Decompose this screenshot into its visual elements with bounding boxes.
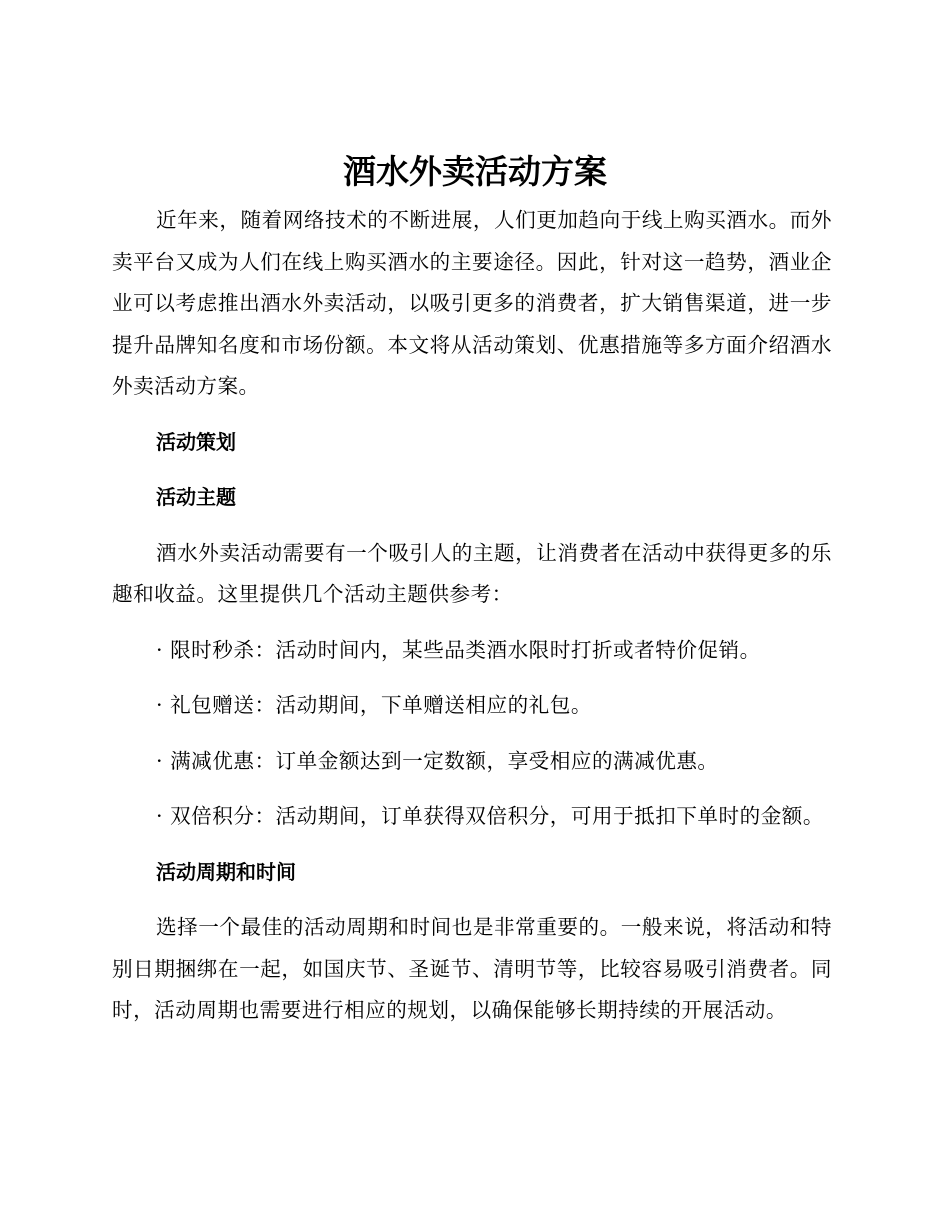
- bullet-item-discount: · 满减优惠：订单金额达到一定数额，享受相应的满减优惠。: [156, 748, 719, 773]
- theme-paragraph: 酒水外卖活动需要有一个吸引人的主题，让消费者在活动中获得更多的乐趣和收益。这里提供几个活动主题供参考：: [112, 540, 832, 606]
- bullet-item-gift-pack: · 礼包赠送：活动期间，下单赠送相应的礼包。: [156, 693, 592, 717]
- document-title: 酒水外卖活动方案: [343, 152, 607, 191]
- subsection-heading-theme: 活动主题: [156, 485, 236, 509]
- subsection-heading-period: 活动周期和时间: [156, 859, 296, 884]
- bullet-item-flash-sale: · 限时秒杀：活动时间内，某些品类酒水限时打折或者特价促销。: [156, 637, 761, 662]
- section-heading-planning: 活动策划: [156, 429, 236, 454]
- intro-paragraph: 近年来，随着网络技术的不断进展，人们更加趋向于线上购买酒水。而外卖平台又成为人们在线上购买酒水的主要途径。因此，针对这一趋势，酒业企业可以考虑推出酒水外卖活动，以吸引更多的消费者，扩大销售渠道，进一步提升品牌知名度和市场份额。本文将从活动策划、优惠措施等多方面介绍酒水外卖活动方案。: [112, 208, 832, 398]
- bullet-item-double-points: · 双倍积分：活动期间，订单获得双倍积分，可用于抵扣下单时的金额。: [156, 804, 824, 828]
- period-paragraph: 选择一个最佳的活动周期和时间也是非常重要的。一般来说，将活动和特别日期捆绑在一起，如国庆节、圣诞节、清明节等，比较容易吸引消费者。同时，活动周期也需要进行相应的规划，以确保能够长期持续的开展活动。: [112, 915, 832, 1022]
- document-body: [112, 200, 832, 1032]
